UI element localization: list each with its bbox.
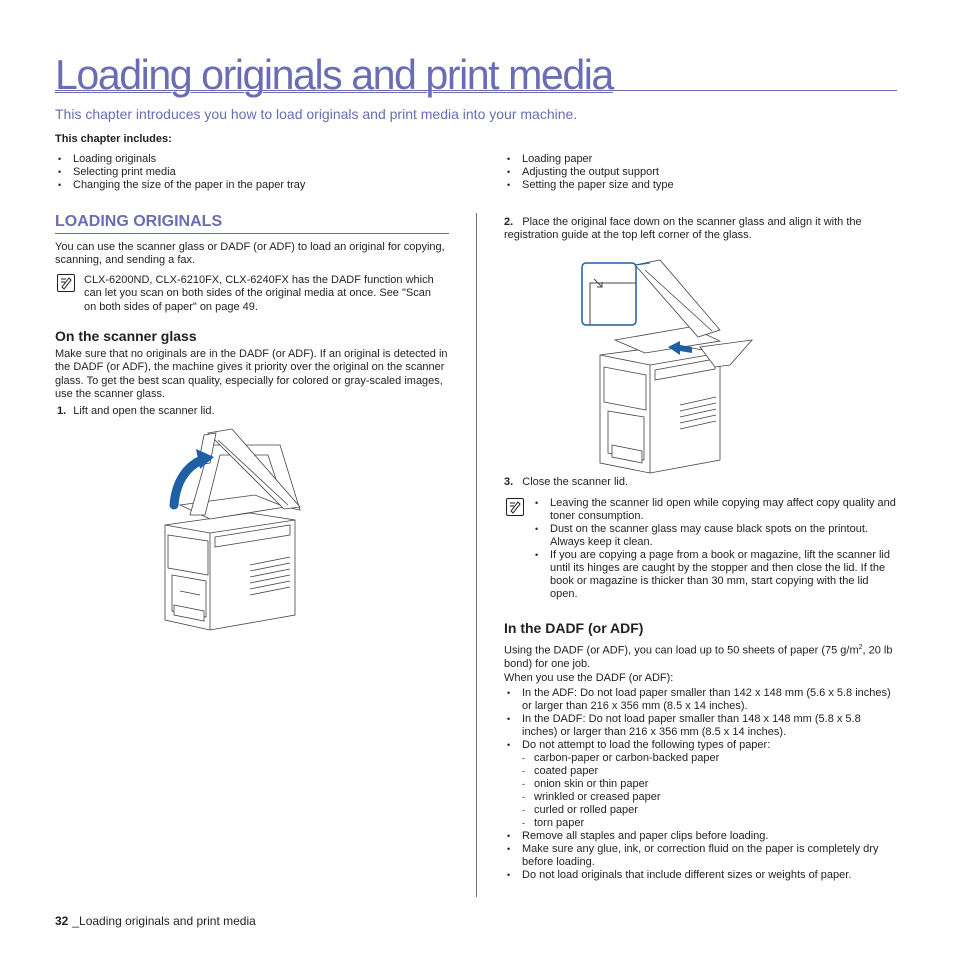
list-item[interactable]: • Loading paper xyxy=(504,153,674,166)
step-2 xyxy=(504,216,894,243)
note-icon xyxy=(57,274,75,292)
dadf-when: When you use the DADF (or ADF): xyxy=(504,672,674,684)
list-item: - carbon-paper or carbon-backed paper xyxy=(522,752,894,765)
page-footer xyxy=(55,914,256,928)
dadf-list xyxy=(504,687,894,882)
subheading-scanner-glass: On the scanner glass xyxy=(55,328,197,344)
note-icon xyxy=(506,498,524,516)
list-item: - onion skin or thin paper xyxy=(522,778,894,791)
list-item: • Remove all staples and paper clips before loading. xyxy=(504,830,894,843)
step-number: 3. xyxy=(504,476,514,488)
list-item[interactable]: • Selecting print media xyxy=(55,166,305,179)
list-item[interactable]: • Setting the paper size and type xyxy=(504,179,674,192)
footer-text: _Loading originals and print media xyxy=(72,914,256,928)
list-item-text: Do not attempt to load the following types of paper: xyxy=(522,739,771,751)
list-item: - torn paper xyxy=(522,817,894,830)
list-item[interactable]: • Loading originals xyxy=(55,153,305,166)
dadf-body-text: Using the DADF (or ADF), you can load up to 50 sheets of paper (75 g/m xyxy=(504,644,859,657)
step-text: Close the scanner lid. xyxy=(522,476,629,488)
subheading-dadf: In the DADF (or ADF) xyxy=(504,620,644,636)
printer-lid-open-illustration xyxy=(160,425,310,635)
column-divider xyxy=(476,213,477,897)
list-item: • In the DADF: Do not load paper smaller than 148 x 148 mm (5.8 x 5.8 inches) or larger than 216 x 356 mm (8.5 x 14 inches). xyxy=(504,713,894,739)
section-intro: You can use the scanner glass or DADF (or ADF) to load an original for copying, scanning, and sending a fax. xyxy=(55,241,445,267)
lid-notes-list xyxy=(532,497,897,601)
list-item: - wrinkled or creased paper xyxy=(522,791,894,804)
list-item: • Leaving the scanner lid open while copying may affect copy quality and toner consumption. xyxy=(532,497,897,523)
step-number: 2. xyxy=(504,216,514,228)
list-item: - coated paper xyxy=(522,765,894,778)
list-item xyxy=(504,739,894,830)
section-heading: LOADING ORIGINALS xyxy=(55,213,449,234)
note-text: CLX-6200ND, CLX-6210FX, CLX-6240FX has the DADF function which can let you scan on both sides of the original media at once. See "Scan on both sides of paper" on page 49. xyxy=(84,274,434,313)
superscript: 2 xyxy=(858,644,863,651)
list-item: - curled or rolled paper xyxy=(522,804,894,817)
includes-list-left xyxy=(55,153,305,192)
dadf-body-text: , 20 lb bond) for one job. xyxy=(504,644,893,670)
list-item[interactable]: • Changing the size of the paper in the paper tray xyxy=(55,179,305,192)
includes-label: This chapter includes: xyxy=(55,133,172,145)
list-item: • Make sure any glue, ink, or correction fluid on the paper is completely dry before loading. xyxy=(504,843,894,869)
step-1 xyxy=(57,405,215,418)
paper-types-list xyxy=(522,752,894,830)
scanner-glass-body: Make sure that no originals are in the DADF (or ADF). If an original is detected in the DADF (or ADF), the machine gives it priority over the original on the scanner glass. To get the best scan quality, especially for colored or gray-scaled images, use the scanner glass. xyxy=(55,348,448,400)
step-text: Lift and open the scanner lid. xyxy=(73,405,215,417)
printer-place-original-illustration xyxy=(580,255,760,475)
page-number: 32 xyxy=(55,914,69,928)
list-item[interactable]: • Adjusting the output support xyxy=(504,166,674,179)
page-title: Loading originals and print media xyxy=(55,52,897,91)
step-3 xyxy=(504,476,628,489)
list-item: • Dust on the scanner glass may cause black spots on the printout. Always keep it clean. xyxy=(532,523,897,549)
list-item: • In the ADF: Do not load paper smaller than 142 x 148 mm (5.6 x 5.8 inches) or larger than 216 x 356 mm (8.5 x 14 inches). xyxy=(504,687,894,713)
list-item: • Do not load originals that include different sizes or weights of paper. xyxy=(504,869,894,882)
step-text: Place the original face down on the scanner glass and align it with the registration guide at the top left corner of the glass. xyxy=(504,216,862,242)
list-item: • If you are copying a page from a book or magazine, lift the scanner lid until its hinges are caught by the stopper and then close the lid. If the book or magazine is thicker than 30 mm, start copying with the lid open. xyxy=(532,549,897,601)
dadf-body xyxy=(504,641,896,671)
step-number: 1. xyxy=(57,405,67,417)
chapter-intro: This chapter introduces you how to load originals and print media into your machine. xyxy=(55,106,578,122)
includes-list-right xyxy=(504,153,674,192)
